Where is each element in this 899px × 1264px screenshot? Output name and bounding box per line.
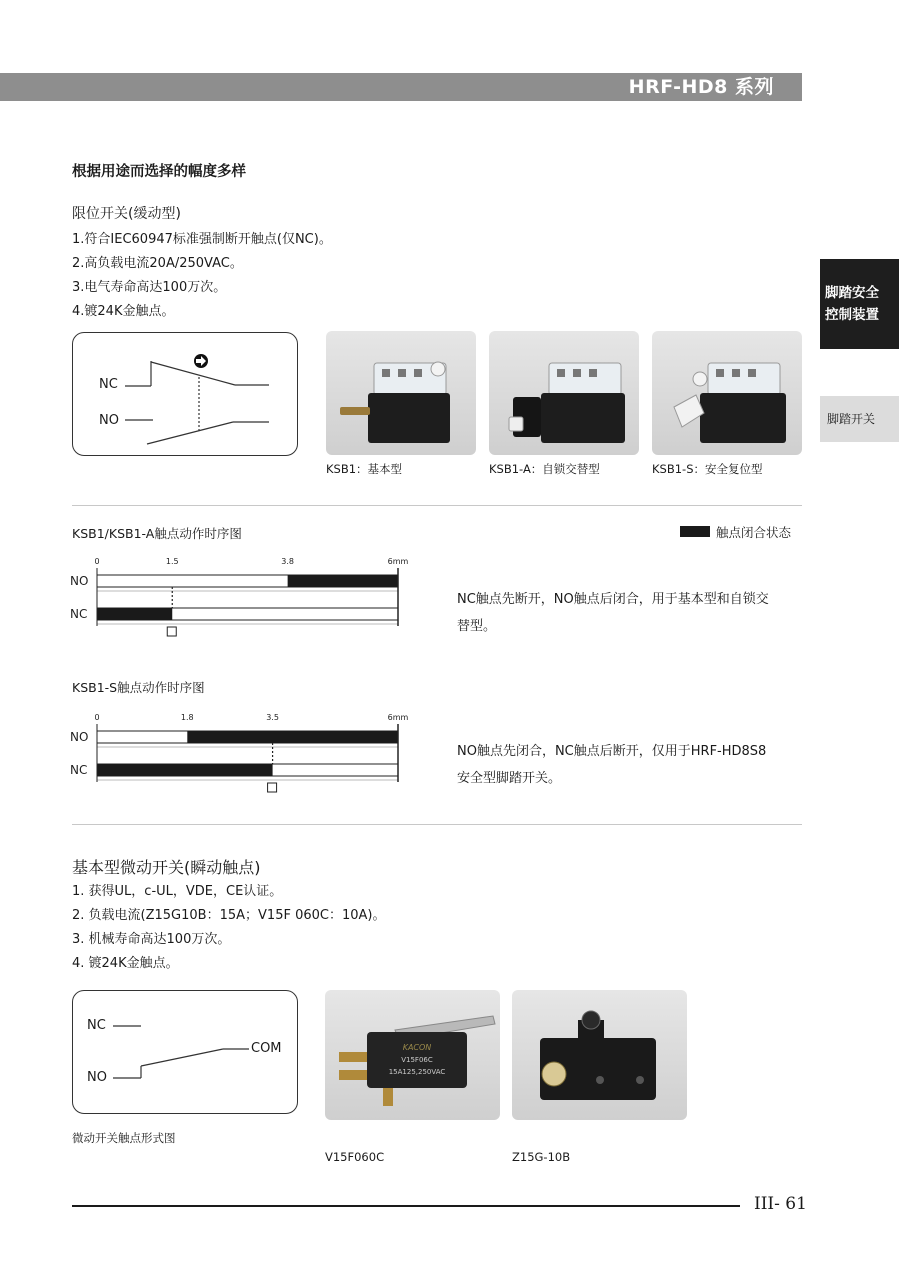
feature-item: 4. 镀24K金触点。: [72, 956, 179, 971]
diagram-label-no: NO: [99, 413, 119, 428]
note-line: NO触点先闭合，NC触点后断开，仅用于HRF-HD8S8: [457, 744, 767, 759]
caption-z15g-10b: Z15G-10B: [512, 1150, 571, 1164]
actuation-arrow-icon: [194, 354, 208, 368]
legend-closed-swatch: [680, 526, 710, 537]
device-print-rating: 15A125,250VAC: [388, 1068, 446, 1076]
micro-switch-subheading: 基本型微动开关(瞬动触点): [72, 858, 261, 877]
note-line: NC触点先断开，NO触点后闭合，用于基本型和自锁交: [457, 592, 769, 607]
section-heading: 根据用途而选择的幅度多样: [72, 164, 246, 180]
timing-chart-1-note: [457, 586, 769, 640]
caption-ksb1: KSB1：基本型: [326, 462, 403, 476]
row-label: NC: [70, 763, 88, 777]
timing-closed-bar: [187, 731, 398, 743]
contact-diagram-drawing: [73, 333, 297, 455]
snap-action-contact-diagram: [72, 990, 298, 1114]
tick-label: 6mm: [387, 557, 409, 566]
tick-label: 1.8: [180, 713, 194, 722]
micro-label-nc: NC: [87, 1018, 106, 1033]
tick-label: 0: [94, 557, 100, 566]
product-photo-v15f060c: [325, 990, 500, 1120]
diagram-label-nc: NC: [99, 377, 118, 392]
device-print-brand: KACON: [402, 1043, 432, 1052]
note-line: 替型。: [457, 619, 497, 634]
caption-v15f060c: V15F060C: [325, 1150, 385, 1164]
header-band: [0, 73, 802, 101]
note-line: 安全型脚踏开关。: [457, 771, 562, 786]
feature-item: 4.镀24K金触点。: [72, 304, 175, 319]
timing-closed-bar: [97, 608, 172, 620]
tick-label: 0: [94, 713, 100, 722]
row-label: NC: [70, 607, 88, 621]
device-print-model: V15F06C: [401, 1056, 433, 1064]
product-photo-z15g-10b: [512, 990, 687, 1120]
product-photo-ksb1: [326, 331, 476, 455]
feature-item: 2. 负载电流(Z15G10B：15A；V15F 060C：10A)。: [72, 908, 386, 923]
feature-item: 1.符合IEC60947标准强制断开触点(仅NC)。: [72, 232, 332, 247]
timing-chart-2-note: [457, 738, 766, 792]
row-label: NO: [70, 730, 89, 744]
feature-item: 2.高负载电流20A/250VAC。: [72, 256, 243, 271]
side-tab-line1: 脚踏安全: [825, 285, 879, 301]
positive-open-mark-icon: [167, 627, 176, 636]
tick-label: 6mm: [387, 713, 409, 722]
side-tab-foot-switch[interactable]: 脚踏开关: [820, 396, 899, 442]
feature-item: 3. 机械寿命高达100万次。: [72, 932, 231, 947]
feature-item: 1. 获得UL，c-UL，VDE，CE认证。: [72, 884, 283, 899]
slow-action-contact-diagram: [72, 332, 298, 456]
product-photo-ksb1-a: [489, 331, 639, 455]
timing-chart-2: [60, 708, 420, 798]
caption-ksb1-s: KSB1-S：安全复位型: [652, 462, 763, 476]
limit-switch-subheading: 限位开关(缓动型): [72, 206, 181, 222]
micro-diagram-caption: 微动开关触点形式图: [72, 1131, 176, 1145]
section-divider: [72, 824, 802, 825]
micro-label-com: COM: [251, 1041, 282, 1056]
row-label: NO: [70, 574, 89, 588]
timing-closed-bar: [288, 575, 398, 587]
caption-ksb1-a: KSB1-A：自锁交替型: [489, 462, 600, 476]
timing-chart-1: [60, 552, 420, 642]
micro-label-no: NO: [87, 1070, 107, 1085]
tick-label: 1.5: [165, 557, 179, 566]
positive-open-mark-icon: [268, 783, 277, 792]
timing-closed-bar: [97, 764, 273, 776]
feature-item: 3.电气寿命高达100万次。: [72, 280, 227, 295]
side-tab-line2: 控制装置: [825, 307, 879, 323]
limit-switch-feature-list: [72, 228, 332, 324]
timing-chart-1-title: KSB1/KSB1-A触点动作时序图: [72, 526, 242, 541]
micro-switch-feature-list: [72, 880, 385, 976]
side-tab-foot-safety[interactable]: [820, 259, 899, 349]
footer-rule: [72, 1205, 740, 1207]
timing-chart-2-title: KSB1-S触点动作时序图: [72, 680, 205, 695]
tick-label: 3.5: [266, 713, 279, 722]
series-title: HRF-HD8 系列: [628, 76, 774, 98]
legend-label: 触点闭合状态: [716, 525, 792, 540]
product-photo-ksb1-s: [652, 331, 802, 455]
section-divider: [72, 505, 802, 506]
page-number: III- 61: [754, 1194, 807, 1214]
tick-label: 3.8: [281, 557, 295, 566]
